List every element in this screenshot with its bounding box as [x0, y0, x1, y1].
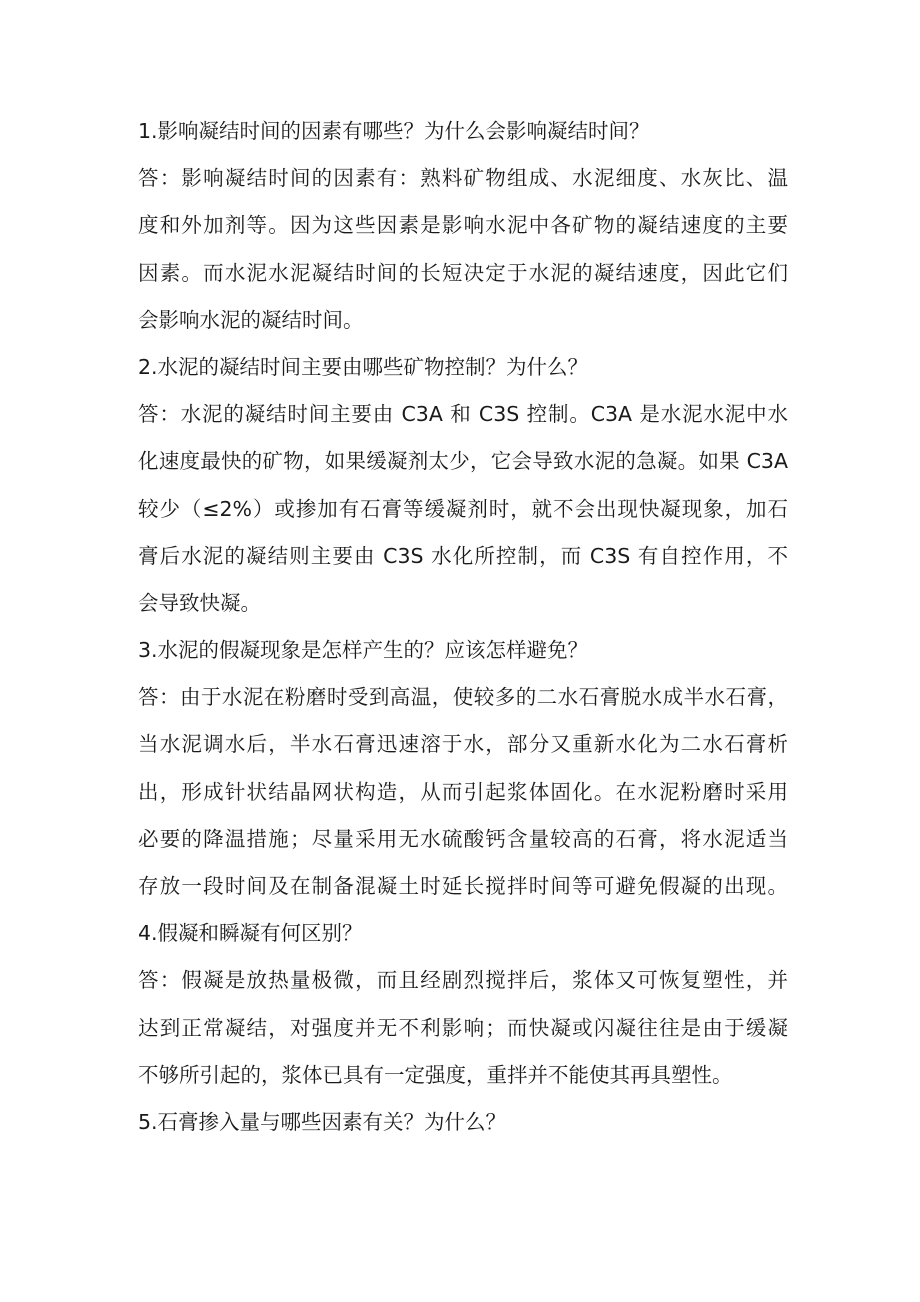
question-4: 4.假凝和瞬凝有何区别？	[138, 921, 363, 946]
question-3: 3.水泥的假凝现象是怎样产生的？应该怎样避免？	[138, 638, 589, 663]
answer-2-line-3: 较少（≤2%）或掺加有石膏等缓凝剂时，就不会出现快凝现象，加石	[138, 496, 788, 521]
answer-1-line-2: 度和外加剂等。因为这些因素是影响水泥中各矿物的凝结速度的主要	[138, 213, 788, 238]
answer-1-line-1: 答：影响凝结时间的因素有：熟料矿物组成、水泥细度、水灰比、温	[138, 166, 788, 191]
answer-3-line-2: 当水泥调水后，半水石膏迅速溶于水，部分又重新水化为二水石膏析	[138, 732, 788, 757]
question-5: 5.石膏掺入量与哪些因素有关？为什么？	[138, 1109, 507, 1134]
answer-2-line-2: 化速度最快的矿物，如果缓凝剂太少，它会导致水泥的急凝。如果 C3A	[138, 449, 788, 474]
question-2: 2.水泥的凝结时间主要由哪些矿物控制？为什么？	[138, 354, 589, 379]
answer-3-line-4: 必要的降温措施；尽量采用无水硫酸钙含量较高的石膏，将水泥适当	[138, 826, 788, 851]
answer-4-line-1: 答：假凝是放热量极微，而且经剧烈搅拌后，浆体又可恢复塑性，并	[138, 968, 788, 993]
answer-3-line-5: 存放一段时间及在制备混凝土时延长搅拌时间等可避免假凝的出现。	[138, 874, 788, 898]
document-page	[138, 108, 788, 1146]
answer-3-line-3: 出，形成针状结晶网状构造，从而引起浆体固化。在水泥粉磨时采用	[138, 779, 788, 804]
answer-2-line-4: 膏后水泥的凝结则主要由 C3S 水化所控制，而 C3S 有自控作用，不	[138, 543, 788, 568]
answer-2-line-1: 答：水泥的凝结时间主要由 C3A 和 C3S 控制。C3A 是水泥水泥中水	[138, 402, 788, 427]
answer-3-line-1: 答：由于水泥在粉磨时受到高温，使较多的二水石膏脱水成半水石膏，	[138, 685, 788, 710]
answer-2-line-5: 会导致快凝。	[138, 590, 261, 615]
answer-4-line-3: 不够所引起的，浆体已具有一定强度，重拌并不能使其再具塑性。	[138, 1062, 733, 1087]
question-1: 1.影响凝结时间的因素有哪些？为什么会影响凝结时间？	[138, 119, 650, 143]
answer-1-line-3: 因素。而水泥水泥凝结时间的长短决定于水泥的凝结速度，因此它们	[138, 260, 788, 285]
answer-4-line-2: 达到正常凝结，对强度并无不利影响；而快凝或闪凝往往是由于缓凝	[138, 1015, 788, 1040]
answer-1-line-4: 会影响水泥的凝结时间。	[138, 307, 364, 332]
